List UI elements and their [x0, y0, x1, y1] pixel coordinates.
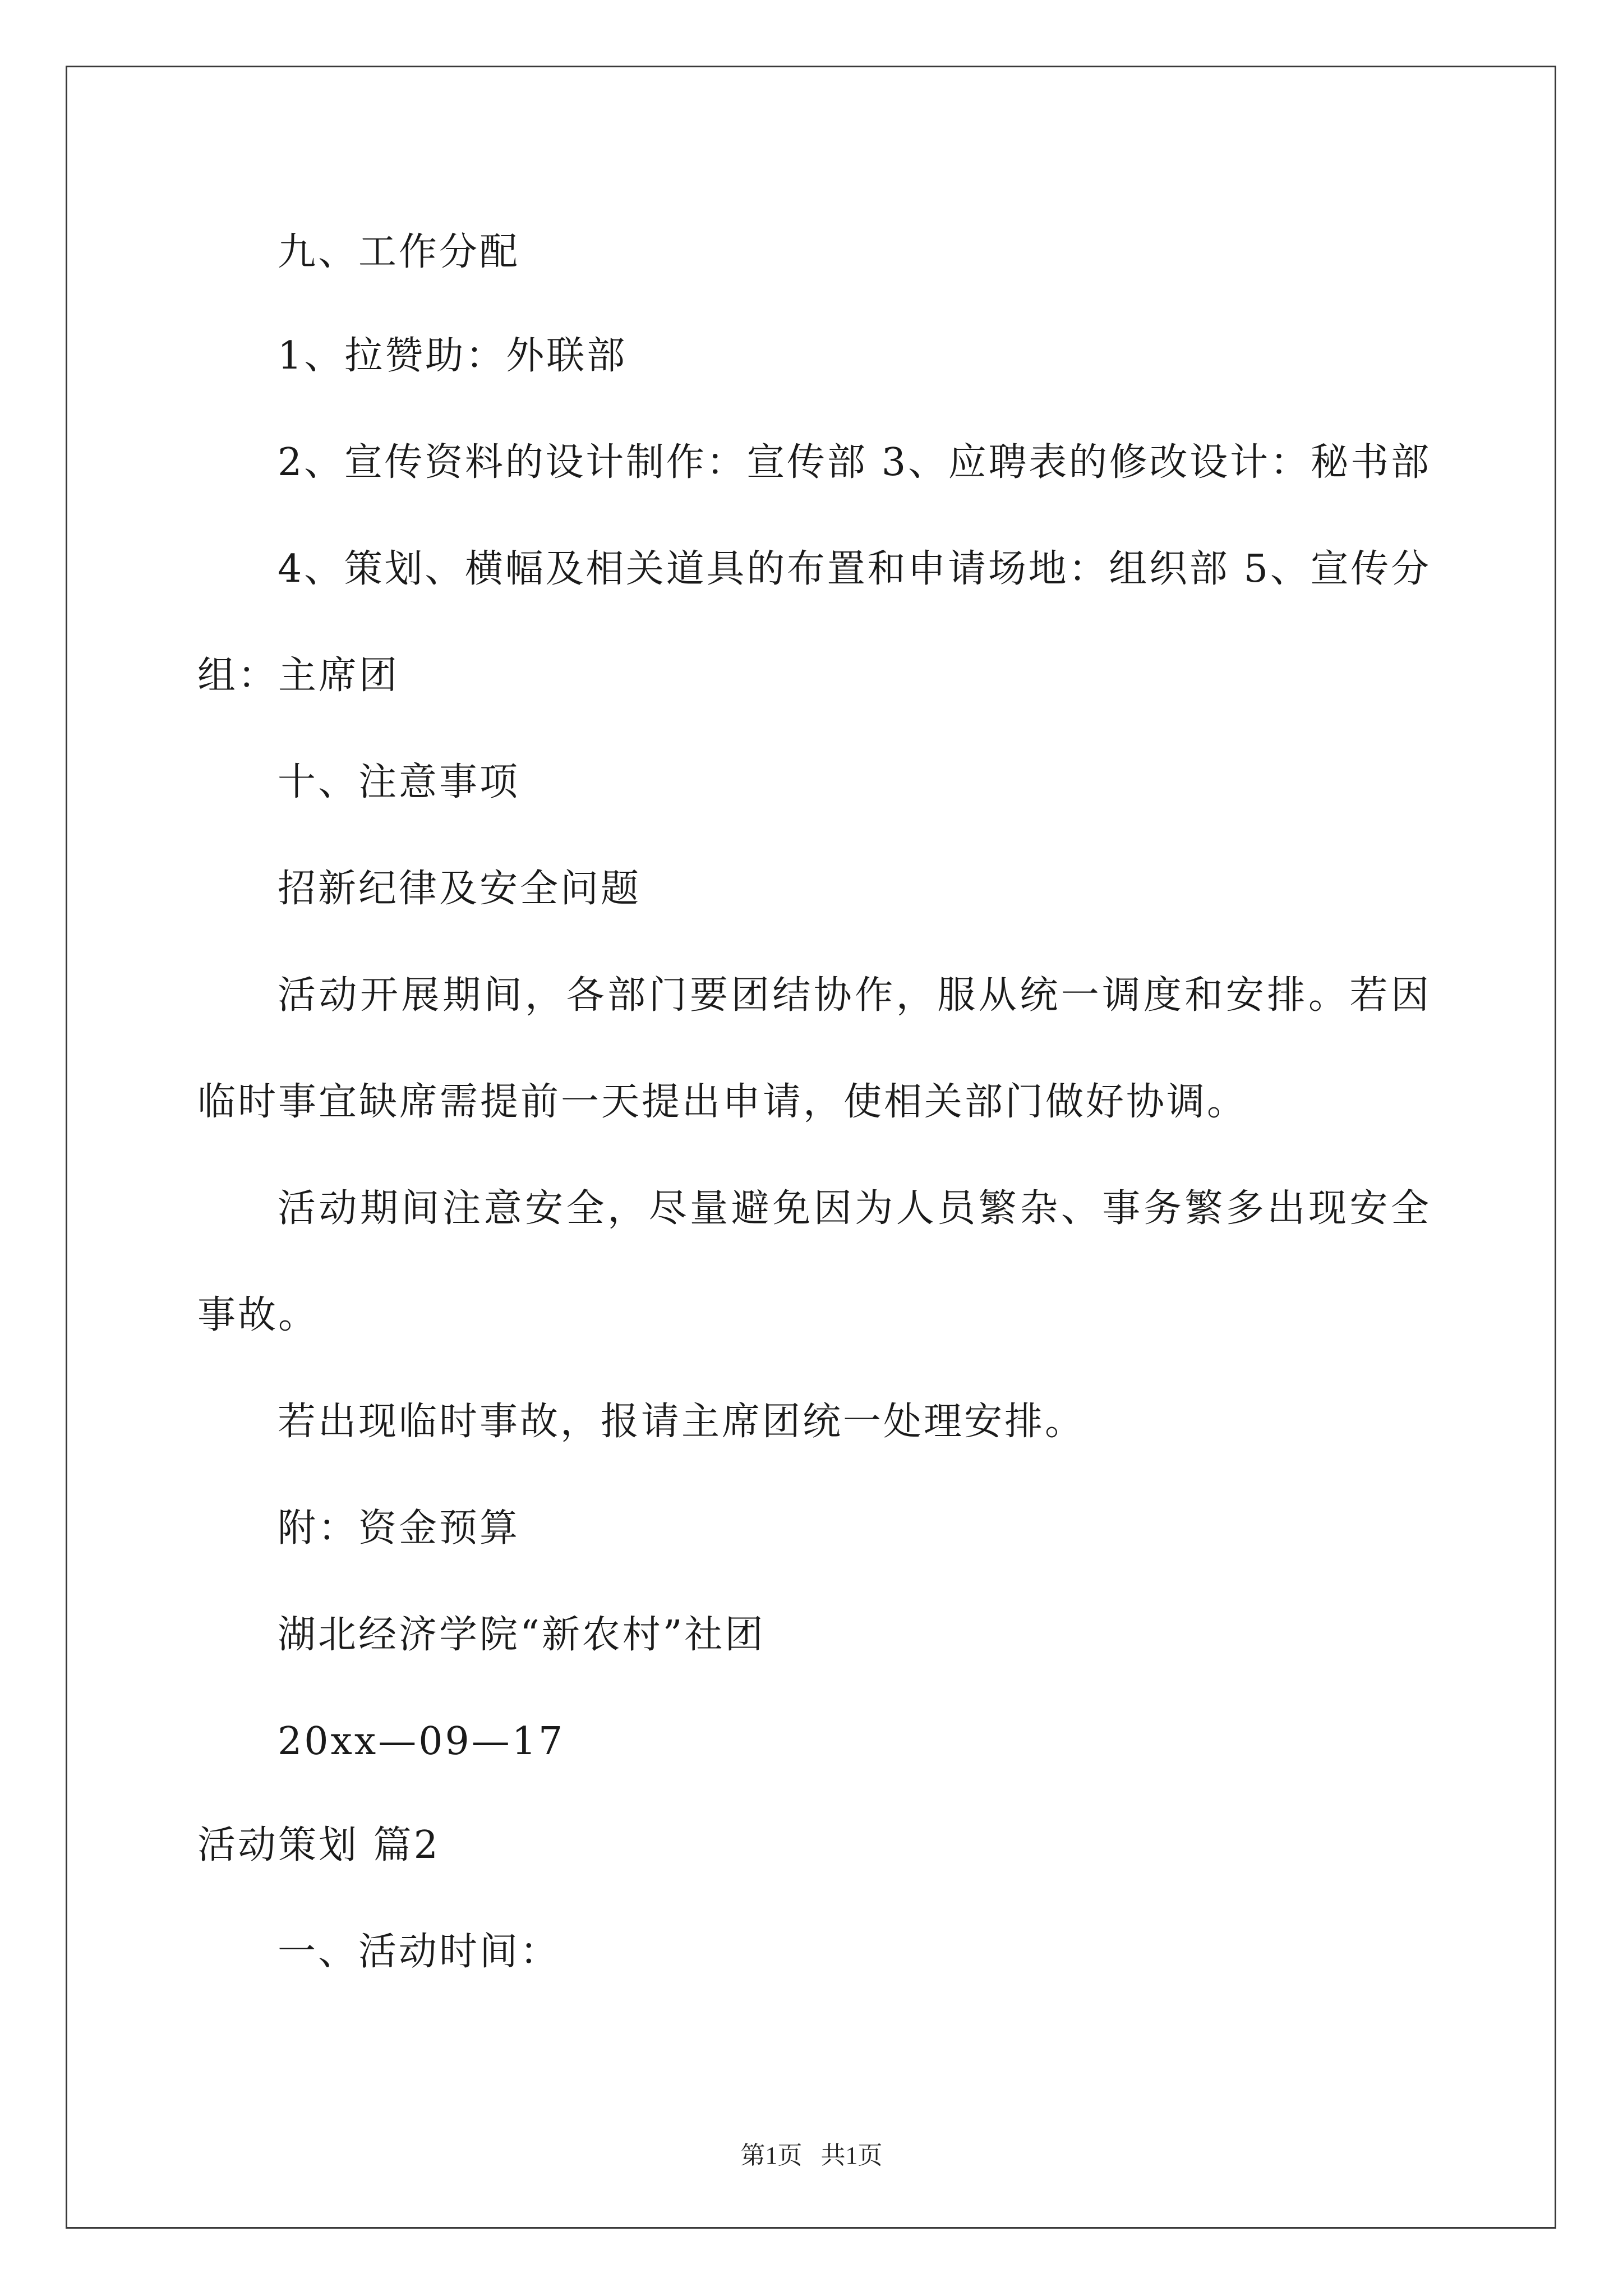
- paragraph-line: 活动开展期间，各部门要团结协作，服从统一调度和安排。若因: [278, 973, 1430, 1018]
- paragraph-line: 事故。: [197, 1293, 319, 1337]
- paragraph-line: 2、宣传资料的设计制作：宣传部 3、应聘表的修改设计：秘书部: [278, 440, 1430, 485]
- paragraph-line: 活动期间注意安全，尽量避免因为人员繁杂、事务繁多出现安全: [278, 1186, 1430, 1231]
- paragraph-line: 临时事宜缺席需提前一天提出申请，使相关部门做好协调。: [197, 1080, 1248, 1124]
- paragraph-line: 招新纪律及安全问题: [278, 867, 642, 911]
- signature-date: 20xx—09—17: [278, 1719, 565, 1764]
- paragraph-line: 若出现临时事故，报请主席团统一处理安排。: [278, 1400, 1086, 1444]
- section-heading-work-assignment: 九、工作分配: [278, 230, 520, 274]
- paragraph-line: 组：主席团: [197, 654, 400, 698]
- page-footer: 第1页 共1页: [740, 2142, 883, 2169]
- paragraph-line: 4、策划、横幅及相关道具的布置和申请场地：组织部 5、宣传分: [278, 547, 1430, 591]
- section-heading-notes: 十、注意事项: [278, 760, 520, 804]
- paragraph-line: 1、拉赞助：外联部: [278, 334, 628, 378]
- paragraph-line: 附：资金预算: [278, 1506, 520, 1550]
- signature-organization: 湖北经济学院“新农村”社团: [278, 1613, 766, 1657]
- section-heading-activity-time: 一、活动时间：: [278, 1930, 561, 1974]
- page-border: [66, 66, 1556, 2229]
- section-title-plan-2: 活动策划 篇2: [197, 1823, 440, 1867]
